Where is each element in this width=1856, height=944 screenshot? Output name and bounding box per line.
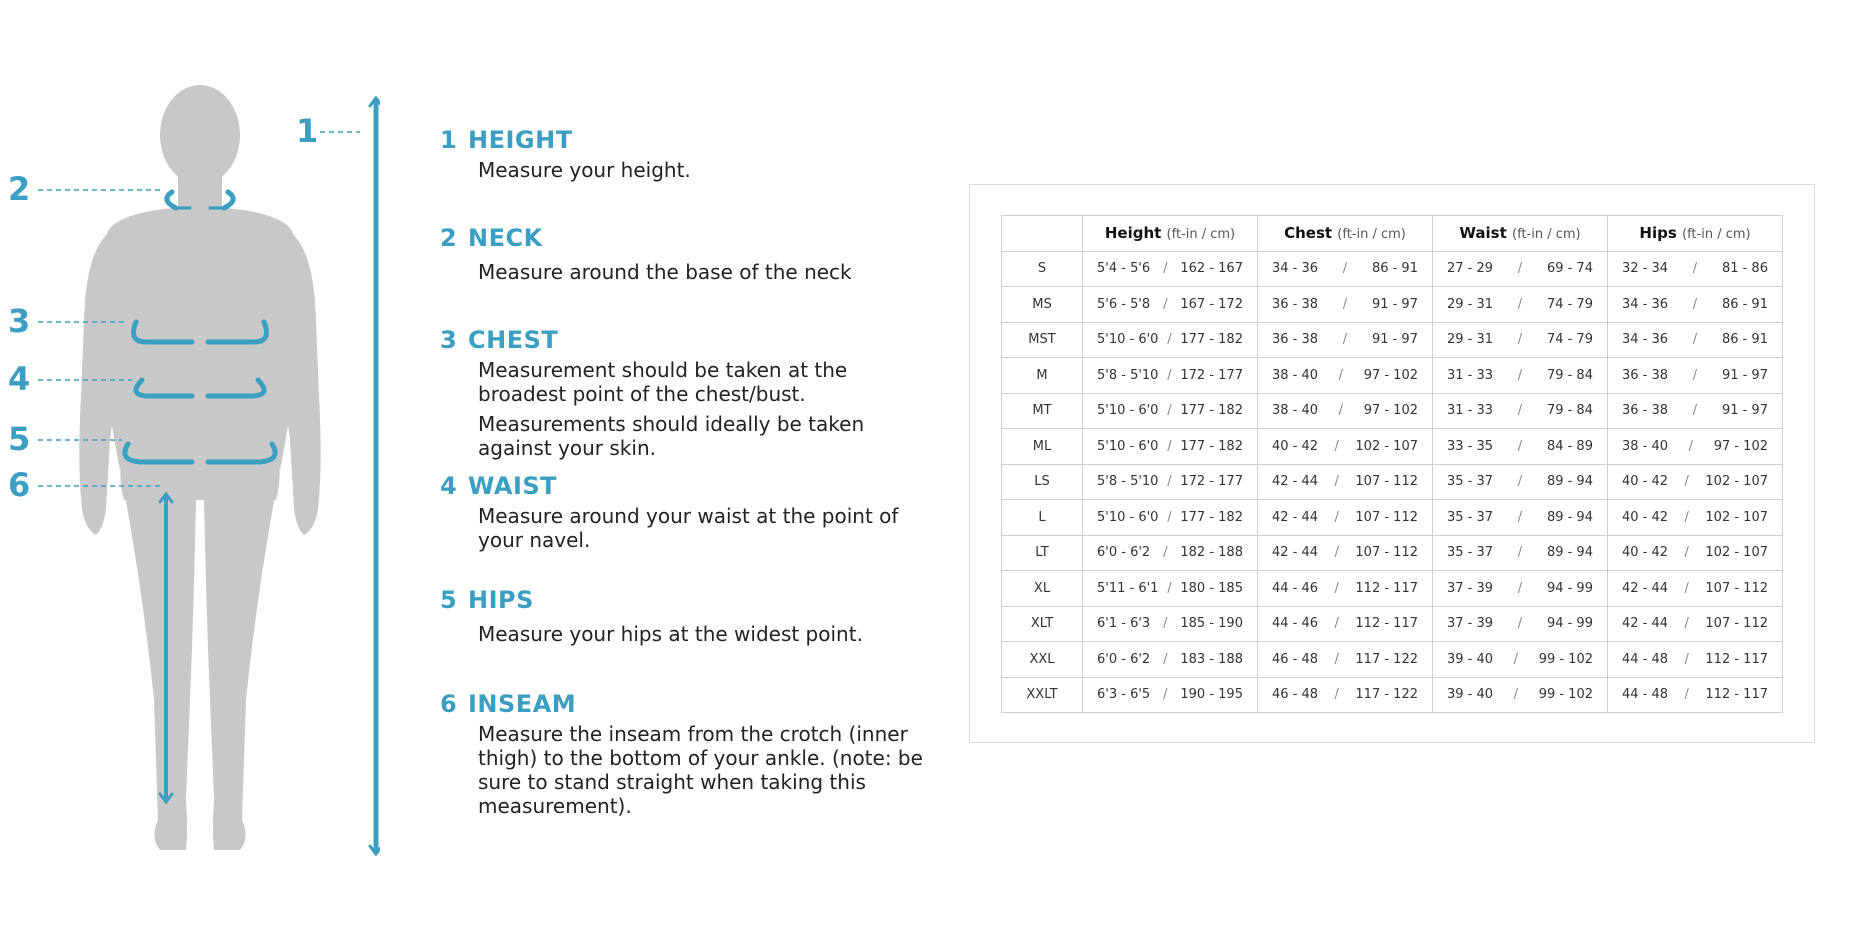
- imperial-value: 40 - 42: [1622, 474, 1669, 490]
- table-header-row: [1002, 216, 1783, 252]
- measurement-cell: [1258, 393, 1433, 429]
- measurement-cell: [1433, 287, 1608, 323]
- imperial-value: 42 - 44: [1272, 474, 1319, 490]
- guide-hips: [440, 586, 940, 652]
- size-label-cell: XXLT: [1002, 677, 1083, 713]
- measurement-cell: [1083, 251, 1258, 287]
- measurement-cell: [1433, 500, 1608, 536]
- size-chart-card: [969, 184, 1815, 743]
- measurement-cell: [1433, 642, 1608, 678]
- table-row: [1002, 677, 1783, 713]
- metric-value: 107 - 112: [1355, 509, 1418, 525]
- imperial-value: 44 - 48: [1622, 687, 1669, 703]
- measurement-cell: [1258, 322, 1433, 358]
- value-separator: /: [1517, 332, 1523, 348]
- metric-value: 117 - 122: [1355, 651, 1418, 667]
- guide-waist: [440, 472, 940, 558]
- measurement-cell: [1258, 606, 1433, 642]
- value-separator: /: [1684, 687, 1689, 703]
- metric-value: 86 - 91: [1371, 261, 1418, 277]
- guide-title: HIPS: [468, 586, 534, 614]
- imperial-value: 35 - 37: [1447, 474, 1494, 490]
- measurement-cell: [1258, 571, 1433, 607]
- measurement-cell: [1083, 571, 1258, 607]
- marker-chest-number: 3: [8, 302, 31, 340]
- imperial-value: 29 - 31: [1447, 332, 1494, 348]
- value-separator: /: [1334, 509, 1339, 525]
- guide-title: NECK: [468, 224, 543, 252]
- measurement-cell: [1083, 464, 1258, 500]
- measurement-cell: [1608, 358, 1783, 394]
- table-row: [1002, 500, 1783, 536]
- value-separator: /: [1342, 296, 1348, 312]
- table-row: [1002, 429, 1783, 465]
- metric-value: 99 - 102: [1538, 687, 1593, 703]
- imperial-value: 44 - 48: [1622, 651, 1669, 667]
- metric-value: 107 - 112: [1705, 580, 1768, 596]
- measurement-cell: [1608, 606, 1783, 642]
- value-separator: /: [1684, 580, 1689, 596]
- metric-value: 112 - 117: [1355, 616, 1418, 632]
- imperial-value: 6'3 - 6'5: [1097, 687, 1151, 703]
- measurement-cell: [1083, 393, 1258, 429]
- measurement-cell: [1258, 642, 1433, 678]
- imperial-value: 5'10 - 6'0: [1097, 438, 1159, 454]
- value-separator: /: [1517, 261, 1523, 277]
- table-row: [1002, 571, 1783, 607]
- guide-chest: [440, 326, 940, 466]
- height-column-header: Height (ft-in / cm): [1083, 216, 1258, 252]
- imperial-value: 36 - 38: [1622, 367, 1669, 383]
- waist-column-header: Waist (ft-in / cm): [1433, 216, 1608, 252]
- table-row: [1002, 535, 1783, 571]
- size-label-cell: XLT: [1002, 606, 1083, 642]
- imperial-value: 27 - 29: [1447, 261, 1494, 277]
- value-separator: /: [1692, 367, 1698, 383]
- imperial-value: 46 - 48: [1272, 687, 1319, 703]
- size-label-cell: L: [1002, 500, 1083, 536]
- table-row: [1002, 287, 1783, 323]
- measurement-cell: [1433, 393, 1608, 429]
- metric-value: 81 - 86: [1721, 261, 1768, 277]
- metric-value: 86 - 91: [1721, 296, 1768, 312]
- imperial-value: 31 - 33: [1447, 367, 1494, 383]
- value-separator: /: [1167, 438, 1172, 454]
- size-label-cell: LT: [1002, 535, 1083, 571]
- measurement-cell: [1608, 677, 1783, 713]
- guide-number: 2: [440, 224, 458, 252]
- measurement-cell: [1433, 358, 1608, 394]
- value-separator: /: [1692, 261, 1698, 277]
- imperial-value: 37 - 39: [1447, 580, 1494, 596]
- body-silhouette: [79, 85, 320, 850]
- guide-title: CHEST: [468, 326, 559, 354]
- chest-column-header: Chest (ft-in / cm): [1258, 216, 1433, 252]
- guide-number: 3: [440, 326, 458, 354]
- metric-value: 107 - 112: [1355, 474, 1418, 490]
- imperial-value: 5'8 - 5'10: [1097, 474, 1159, 490]
- metric-value: 91 - 97: [1721, 403, 1768, 419]
- measurement-cell: [1083, 358, 1258, 394]
- measurement-cell: [1433, 677, 1608, 713]
- metric-value: 167 - 172: [1180, 296, 1243, 312]
- metric-value: 102 - 107: [1355, 438, 1418, 454]
- value-separator: /: [1684, 545, 1689, 561]
- imperial-value: 6'1 - 6'3: [1097, 616, 1151, 632]
- metric-value: 91 - 97: [1371, 296, 1418, 312]
- value-separator: /: [1517, 509, 1523, 525]
- value-separator: /: [1167, 580, 1172, 596]
- imperial-value: 35 - 37: [1447, 545, 1494, 561]
- metric-value: 117 - 122: [1355, 687, 1418, 703]
- imperial-value: 36 - 38: [1272, 332, 1319, 348]
- value-separator: /: [1167, 474, 1172, 490]
- value-separator: /: [1513, 651, 1519, 667]
- marker-height-number: 1: [296, 112, 319, 150]
- metric-value: 177 - 182: [1180, 438, 1243, 454]
- metric-value: 182 - 188: [1180, 545, 1243, 561]
- imperial-value: 36 - 38: [1622, 403, 1669, 419]
- body-silhouette-illustration: [0, 0, 380, 940]
- size-label-cell: XXL: [1002, 642, 1083, 678]
- guide-number: 1: [440, 126, 458, 154]
- metric-value: 107 - 112: [1705, 616, 1768, 632]
- value-separator: /: [1163, 651, 1168, 667]
- imperial-value: 38 - 40: [1622, 438, 1669, 454]
- value-separator: /: [1517, 438, 1523, 454]
- imperial-value: 5'6 - 5'8: [1097, 296, 1151, 312]
- value-separator: /: [1338, 403, 1344, 419]
- metric-value: 97 - 102: [1363, 367, 1418, 383]
- value-separator: /: [1334, 616, 1339, 632]
- size-column-header: [1002, 216, 1083, 252]
- measurement-cell: [1608, 429, 1783, 465]
- metric-value: 79 - 84: [1546, 403, 1593, 419]
- metric-value: 112 - 117: [1705, 687, 1768, 703]
- size-label-cell: MST: [1002, 322, 1083, 358]
- metric-value: 79 - 84: [1546, 367, 1593, 383]
- value-separator: /: [1163, 687, 1168, 703]
- metric-value: 97 - 102: [1713, 438, 1768, 454]
- size-label-cell: ML: [1002, 429, 1083, 465]
- measurement-cell: [1083, 642, 1258, 678]
- hips-column-header: Hips (ft-in / cm): [1608, 216, 1783, 252]
- metric-value: 177 - 182: [1180, 509, 1243, 525]
- measurement-cell: [1608, 287, 1783, 323]
- metric-value: 91 - 97: [1371, 332, 1418, 348]
- metric-value: 162 - 167: [1180, 261, 1243, 277]
- metric-value: 185 - 190: [1180, 616, 1243, 632]
- metric-value: 74 - 79: [1546, 296, 1593, 312]
- guide-description: Measure around your waist at the point of your navel.: [478, 504, 899, 552]
- value-separator: /: [1517, 296, 1523, 312]
- metric-value: 102 - 107: [1705, 474, 1768, 490]
- value-separator: /: [1688, 438, 1694, 454]
- measurement-cell: [1608, 393, 1783, 429]
- size-label-cell: MT: [1002, 393, 1083, 429]
- measurement-cell: [1258, 677, 1433, 713]
- measurement-cell: [1608, 322, 1783, 358]
- imperial-value: 34 - 36: [1622, 332, 1669, 348]
- metric-value: 177 - 182: [1180, 403, 1243, 419]
- guide-description: Measure around the base of the neck: [478, 260, 852, 284]
- value-separator: /: [1163, 296, 1168, 312]
- value-separator: /: [1167, 367, 1172, 383]
- body-measurement-figure: [0, 0, 380, 940]
- value-separator: /: [1517, 403, 1523, 419]
- size-label-cell: LS: [1002, 464, 1083, 500]
- measurement-cell: [1433, 322, 1608, 358]
- table-row: [1002, 358, 1783, 394]
- imperial-value: 40 - 42: [1272, 438, 1319, 454]
- value-separator: /: [1334, 687, 1339, 703]
- imperial-value: 39 - 40: [1447, 651, 1494, 667]
- imperial-value: 5'10 - 6'0: [1097, 332, 1159, 348]
- guide-number: 5: [440, 586, 458, 614]
- imperial-value: 44 - 46: [1272, 580, 1319, 596]
- imperial-value: 5'4 - 5'6: [1097, 261, 1151, 277]
- table-row: [1002, 642, 1783, 678]
- imperial-value: 38 - 40: [1272, 367, 1319, 383]
- measurement-cell: [1433, 429, 1608, 465]
- value-separator: /: [1334, 474, 1339, 490]
- metric-value: 112 - 117: [1705, 651, 1768, 667]
- metric-value: 97 - 102: [1363, 403, 1418, 419]
- guide-description: Measurements should ideally be taken against your skin.: [478, 412, 865, 460]
- imperial-value: 34 - 36: [1622, 296, 1669, 312]
- imperial-value: 37 - 39: [1447, 616, 1494, 632]
- metric-value: 183 - 188: [1180, 651, 1243, 667]
- imperial-value: 40 - 42: [1622, 545, 1669, 561]
- imperial-value: 31 - 33: [1447, 403, 1494, 419]
- metric-value: 172 - 177: [1180, 474, 1243, 490]
- value-separator: /: [1167, 403, 1172, 419]
- imperial-value: 5'10 - 6'0: [1097, 403, 1159, 419]
- value-separator: /: [1692, 296, 1698, 312]
- value-separator: /: [1684, 651, 1689, 667]
- measurement-cell: [1258, 287, 1433, 323]
- measurement-cell: [1608, 642, 1783, 678]
- imperial-value: 44 - 46: [1272, 616, 1319, 632]
- imperial-value: 36 - 38: [1272, 296, 1319, 312]
- value-separator: /: [1684, 474, 1689, 490]
- value-separator: /: [1517, 367, 1523, 383]
- guide-neck: [440, 224, 940, 290]
- metric-value: 107 - 112: [1355, 545, 1418, 561]
- metric-value: 112 - 117: [1355, 580, 1418, 596]
- table-row: [1002, 251, 1783, 287]
- measurement-cell: [1258, 429, 1433, 465]
- imperial-value: 6'0 - 6'2: [1097, 545, 1151, 561]
- measurement-cell: [1258, 535, 1433, 571]
- value-separator: /: [1167, 509, 1172, 525]
- metric-value: 94 - 99: [1546, 580, 1593, 596]
- guide-number: 4: [440, 472, 458, 500]
- imperial-value: 29 - 31: [1447, 296, 1494, 312]
- imperial-value: 42 - 44: [1622, 616, 1669, 632]
- guide-title: WAIST: [468, 472, 558, 500]
- measurement-cell: [1608, 500, 1783, 536]
- value-separator: /: [1517, 616, 1523, 632]
- imperial-value: 6'0 - 6'2: [1097, 651, 1151, 667]
- size-chart-table: [1001, 215, 1783, 713]
- guide-inseam: [440, 690, 940, 824]
- measurement-cell: [1258, 500, 1433, 536]
- imperial-value: 34 - 36: [1272, 261, 1319, 277]
- value-separator: /: [1342, 332, 1348, 348]
- value-separator: /: [1338, 367, 1344, 383]
- metric-value: 91 - 97: [1721, 367, 1768, 383]
- value-separator: /: [1517, 580, 1523, 596]
- metric-value: 84 - 89: [1546, 438, 1593, 454]
- metric-value: 89 - 94: [1546, 545, 1593, 561]
- metric-value: 190 - 195: [1180, 687, 1243, 703]
- value-separator: /: [1334, 580, 1339, 596]
- value-separator: /: [1342, 261, 1348, 277]
- imperial-value: 5'8 - 5'10: [1097, 367, 1159, 383]
- imperial-value: 42 - 44: [1272, 545, 1319, 561]
- metric-value: 89 - 94: [1546, 474, 1593, 490]
- size-label-cell: XL: [1002, 571, 1083, 607]
- value-separator: /: [1163, 545, 1168, 561]
- measurement-cell: [1083, 429, 1258, 465]
- metric-value: 102 - 107: [1705, 545, 1768, 561]
- measurement-cell: [1083, 535, 1258, 571]
- metric-value: 177 - 182: [1180, 332, 1243, 348]
- imperial-value: 46 - 48: [1272, 651, 1319, 667]
- table-row: [1002, 464, 1783, 500]
- metric-value: 69 - 74: [1546, 261, 1593, 277]
- imperial-value: 39 - 40: [1447, 687, 1494, 703]
- marker-inseam-number: 6: [8, 466, 31, 504]
- measurement-cell: [1083, 677, 1258, 713]
- imperial-value: 40 - 42: [1622, 509, 1669, 525]
- metric-value: 89 - 94: [1546, 509, 1593, 525]
- value-separator: /: [1517, 545, 1523, 561]
- size-chart-body: [1002, 251, 1783, 713]
- measurement-cell: [1608, 571, 1783, 607]
- measurement-cell: [1258, 358, 1433, 394]
- guide-title: INSEAM: [468, 690, 577, 718]
- imperial-value: 33 - 35: [1447, 438, 1494, 454]
- value-separator: /: [1517, 474, 1523, 490]
- imperial-value: 42 - 44: [1272, 509, 1319, 525]
- measurement-cell: [1083, 606, 1258, 642]
- marker-waist-number: 4: [8, 360, 31, 398]
- value-separator: /: [1163, 261, 1168, 277]
- imperial-value: 5'10 - 6'0: [1097, 509, 1159, 525]
- imperial-value: 38 - 40: [1272, 403, 1319, 419]
- value-separator: /: [1334, 438, 1339, 454]
- value-separator: /: [1513, 687, 1519, 703]
- measurement-cell: [1433, 571, 1608, 607]
- value-separator: /: [1334, 651, 1339, 667]
- measurement-cell: [1258, 464, 1433, 500]
- value-separator: /: [1692, 403, 1698, 419]
- measurement-cell: [1608, 251, 1783, 287]
- measurement-cell: [1083, 322, 1258, 358]
- metric-value: 86 - 91: [1721, 332, 1768, 348]
- value-separator: /: [1684, 616, 1689, 632]
- measurement-cell: [1083, 287, 1258, 323]
- measurement-cell: [1433, 535, 1608, 571]
- metric-value: 74 - 79: [1546, 332, 1593, 348]
- size-label-cell: MS: [1002, 287, 1083, 323]
- measurement-cell: [1083, 500, 1258, 536]
- value-separator: /: [1163, 616, 1168, 632]
- value-separator: /: [1684, 509, 1689, 525]
- size-label-cell: S: [1002, 251, 1083, 287]
- size-label-cell: M: [1002, 358, 1083, 394]
- table-row: [1002, 322, 1783, 358]
- table-row: [1002, 606, 1783, 642]
- measurement-cell: [1258, 251, 1433, 287]
- value-separator: /: [1167, 332, 1172, 348]
- guide-description: Measure your hips at the widest point.: [478, 622, 863, 646]
- value-separator: /: [1334, 545, 1339, 561]
- metric-value: 99 - 102: [1538, 651, 1593, 667]
- metric-value: 180 - 185: [1180, 580, 1243, 596]
- guide-number: 6: [440, 690, 458, 718]
- imperial-value: 42 - 44: [1622, 580, 1669, 596]
- guide-description: Measurement should be taken at the broadest point of the chest/bust.: [478, 358, 848, 406]
- marker-hips-number: 5: [8, 420, 31, 458]
- imperial-value: 35 - 37: [1447, 509, 1494, 525]
- measurement-cell: [1608, 535, 1783, 571]
- guide-description: Measure your height.: [478, 158, 691, 182]
- value-separator: /: [1692, 332, 1698, 348]
- imperial-value: 5'11 - 6'1: [1097, 580, 1159, 596]
- metric-value: 94 - 99: [1546, 616, 1593, 632]
- measurement-cell: [1433, 606, 1608, 642]
- measurement-cell: [1608, 464, 1783, 500]
- measurement-cell: [1433, 464, 1608, 500]
- metric-value: 172 - 177: [1180, 367, 1243, 383]
- measurement-cell: [1433, 251, 1608, 287]
- table-row: [1002, 393, 1783, 429]
- metric-value: 102 - 107: [1705, 509, 1768, 525]
- guide-height: [440, 126, 940, 188]
- guide-title: HEIGHT: [468, 126, 573, 154]
- guide-description: Measure the inseam from the crotch (inner thigh) to the bottom of your ankle. (note: be sure to stand straight when taking this measurement).: [478, 722, 923, 818]
- imperial-value: 32 - 34: [1622, 261, 1669, 277]
- marker-neck-number: 2: [8, 170, 31, 208]
